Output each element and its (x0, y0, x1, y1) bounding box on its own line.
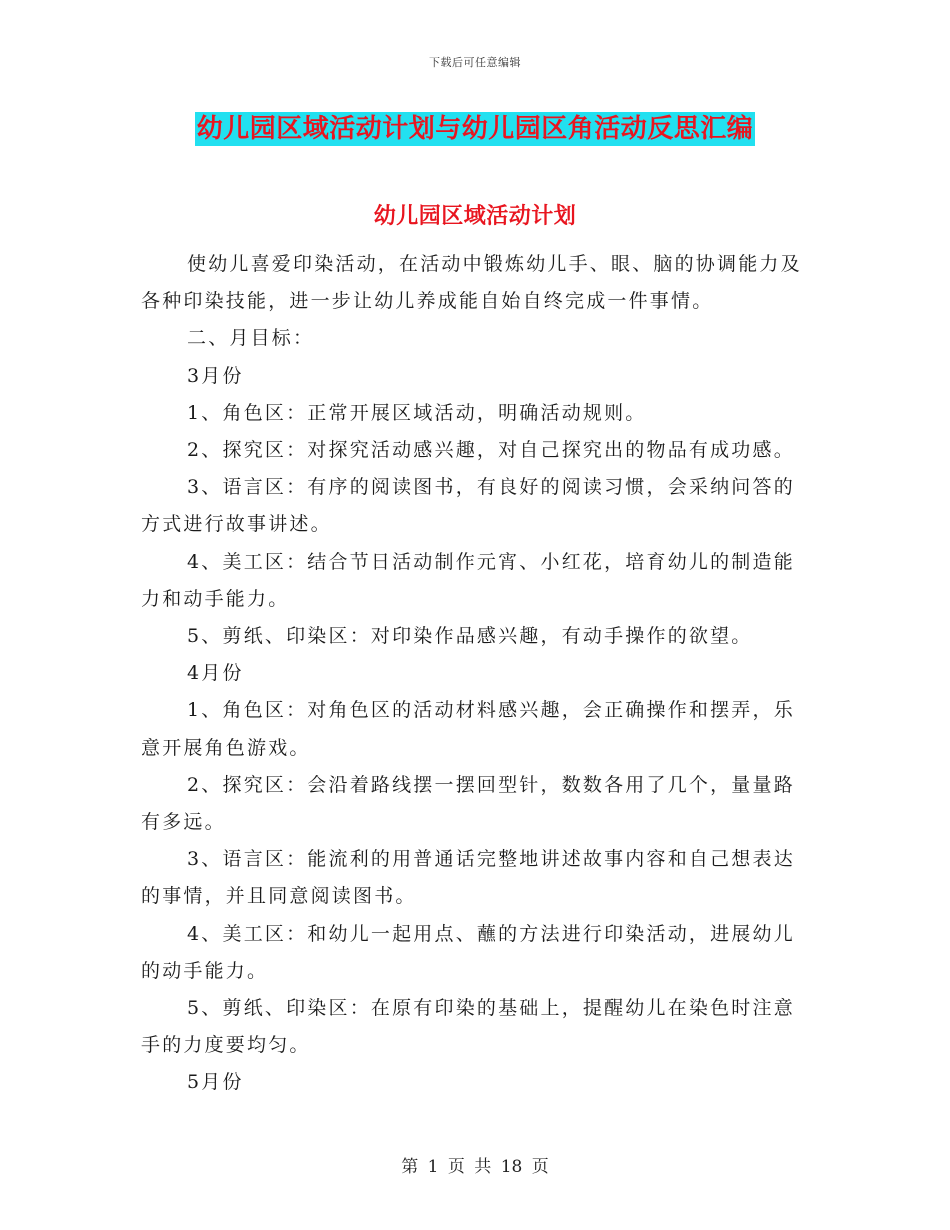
document-title-text: 幼儿园区域活动计划与幼儿园区角活动反思汇编 (196, 114, 754, 144)
header-note: 下载后可任意编辑 (429, 56, 521, 69)
paragraph: 3月份 (187, 364, 244, 387)
paragraph: 2、探究区：对探究活动感兴趣，对自己探究出的物品有成功感。 (187, 439, 795, 462)
paragraph: 3、语言区：能流利的用普通话完整地讲述故事内容和自己想表达的事情，并且同意阅读图书。 (141, 848, 795, 908)
paragraph: 5月份 (187, 1071, 244, 1094)
section-title: 幼儿园区域活动计划 (373, 203, 577, 229)
paragraph: 1、角色区：正常开展区域活动，明确活动规则。 (187, 401, 647, 424)
paragraph: 二、月目标： (187, 327, 315, 350)
document-title (0, 112, 950, 146)
body-text (141, 246, 807, 1102)
paragraph: 4、美工区：和幼儿一起用点、蘸的方法进行印染活动，进展幼儿的动手能力。 (141, 922, 795, 982)
paragraph: 5、剪纸、印染区：对印染作品感兴趣，有动手操作的欲望。 (187, 625, 753, 648)
paragraph: 1、角色区：对角色区的活动材料感兴趣，会正确操作和摆弄，乐意开展角色游戏。 (141, 699, 795, 759)
paragraph: 3、语言区：有序的阅读图书，有良好的阅读习惯，会采纳问答的方式进行故事讲述。 (141, 476, 795, 536)
paragraph: 4月份 (187, 662, 244, 685)
paragraph: 2、探究区：会沿着路线摆一摆回型针，数数各用了几个，量量路有多远。 (141, 773, 795, 834)
page-footer: 第 1 页 共 18 页 (401, 1157, 549, 1177)
paragraph: 4、美工区：结合节日活动制作元宵、小红花，培育幼儿的制造能力和动手能力。 (141, 550, 795, 610)
paragraph: 5、剪纸、印染区：在原有印染的基础上，提醒幼儿在染色时注意手的力度要均匀。 (141, 997, 795, 1057)
paragraph: 使幼儿喜爱印染活动，在活动中锻炼幼儿手、眼、脑的协调能力及各种印染技能，进一步让幼儿养成能自始自终完成一件事情。 (141, 253, 802, 313)
